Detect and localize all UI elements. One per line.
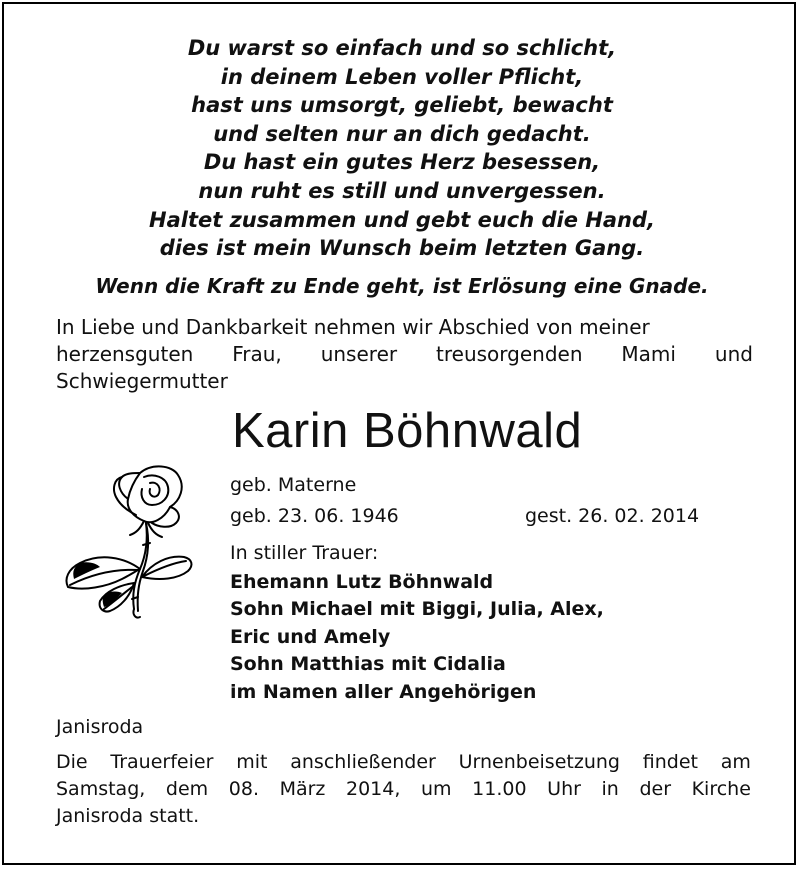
poem-line: Haltet zusammen und gebt euch die Hand,: [149, 207, 655, 232]
ceremony-line: [56, 749, 751, 776]
poem: [4, 34, 800, 263]
motto: Wenn die Kraft zu Ende geht, ist Erlösung eine Gnade.: [95, 274, 709, 298]
life-dates: [230, 503, 730, 530]
poem-line: nun ruht es still und unvergessen.: [198, 178, 606, 203]
intro-word: Frau,: [232, 342, 282, 366]
ceremony-line: Janisroda statt.: [56, 805, 200, 827]
mourners-label: In stiller Trauer:: [230, 542, 379, 564]
ceremony-word: dem: [165, 778, 209, 800]
ceremony-word: Kirche: [691, 778, 751, 800]
ceremony-word: am: [720, 751, 751, 773]
rose-icon: [60, 459, 220, 624]
ceremony-line: [56, 776, 751, 803]
ceremony-word: um: [421, 778, 452, 800]
intro-word: Mami: [621, 342, 676, 366]
intro-word: treusorgenden: [436, 342, 583, 366]
poem-line: hast uns umsorgt, geliebt, bewacht: [191, 93, 613, 118]
maiden-name: geb. Materne: [230, 474, 357, 496]
poem-line: Du warst so einfach und so schlicht,: [187, 36, 617, 60]
mourner-line: Sohn Michael mit Biggi, Julia, Alex,: [230, 598, 604, 621]
intro-word: unserer: [320, 342, 398, 366]
intro-line: In Liebe und Dankbarkeit nehmen wir Abschied von meiner: [56, 315, 650, 339]
ceremony-word: März: [279, 778, 326, 800]
ceremony-word: mit: [236, 751, 268, 773]
poem-line: Du hast ein gutes Herz besessen,: [203, 150, 601, 175]
intro-line-justified: [56, 341, 753, 368]
ceremony-word: 08.: [228, 778, 259, 800]
mourner-line: Ehemann Lutz Böhnwald: [230, 571, 494, 593]
ceremony-word: Trauerfeier: [110, 751, 214, 773]
intro-word: herzensguten: [56, 342, 194, 366]
ceremony-word: in: [601, 778, 619, 800]
ceremony-word: 11.00: [472, 778, 527, 800]
intro-text: [56, 314, 753, 395]
intro-word: und: [714, 342, 753, 366]
ceremony-word: findet: [642, 751, 698, 773]
ceremony-word: Urnenbeisetzung: [458, 751, 620, 773]
death-date: gest. 26. 02. 2014: [525, 505, 700, 527]
poem-line: und selten nur an dich gedacht.: [213, 121, 591, 146]
poem-line: dies ist mein Wunsch beim letzten Gang.: [159, 236, 645, 261]
ceremony-word: 2014,: [346, 778, 401, 800]
ceremony-word: Die: [56, 751, 88, 773]
mourners-list: [230, 569, 604, 706]
ceremony-word: Uhr: [547, 778, 581, 800]
mourner-line: Sohn Matthias mit Cidalia: [230, 653, 506, 676]
mourner-line: Eric und Amely: [230, 625, 391, 648]
ceremony-word: anschließender: [290, 751, 436, 773]
place-name: Janisroda: [56, 716, 144, 738]
mourner-line: im Namen aller Angehörigen: [230, 680, 537, 703]
ceremony-word: der: [639, 778, 671, 800]
ceremony-text: [56, 749, 751, 830]
ceremony-word: Samstag,: [56, 778, 146, 800]
intro-line: Schwiegermutter: [56, 369, 228, 393]
obituary-notice: [2, 2, 796, 865]
deceased-name: Karin Böhnwald: [232, 404, 583, 458]
poem-line: in deinem Leben voller Pflicht,: [220, 64, 584, 89]
birth-date: geb. 23. 06. 1946: [230, 505, 399, 527]
